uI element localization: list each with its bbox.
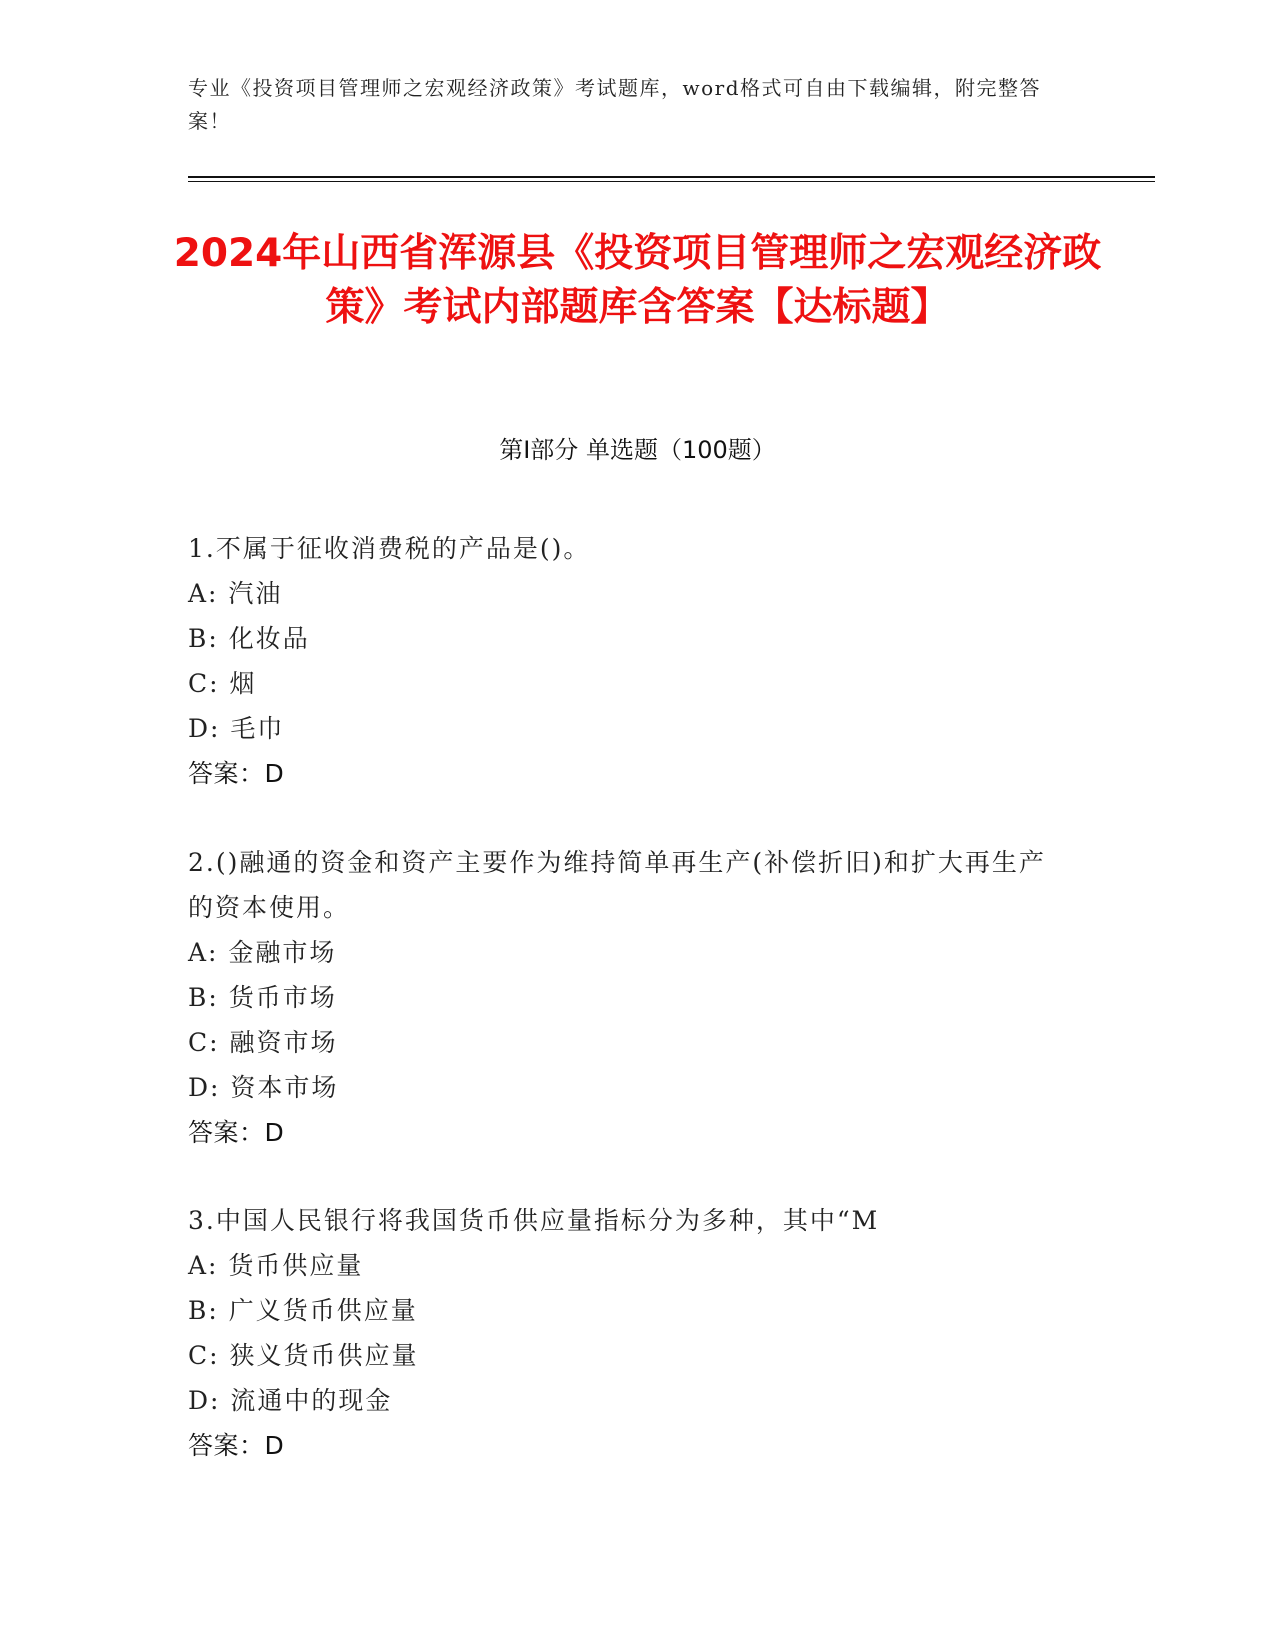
question-block (188, 1198, 1068, 1468)
option-d: D: 流通中的现金 (188, 1386, 393, 1415)
question-stem: 1.不属于征收消费税的产品是()。 (188, 534, 591, 563)
option-d: D: 资本市场 (188, 1073, 339, 1102)
option-c: C: 融资市场 (188, 1028, 338, 1057)
header-note: 专业《投资项目管理师之宏观经济政策》考试题库，word格式可自由下载编辑，附完整答案！ (188, 76, 1042, 133)
question-block (188, 526, 1068, 796)
question-stem: 2.()融通的资金和资产主要作为维持简单再生产(补偿折旧)和扩大再生产的资本使用。 (188, 848, 1046, 922)
header-divider-thin (188, 181, 1155, 182)
option-d: D: 毛巾 (188, 714, 285, 743)
section-title: 第I部分 单选题（100题） (499, 436, 776, 464)
option-b: B: 货币市场 (188, 983, 337, 1012)
document-title: 2024年山西省浑源县《投资项目管理师之宏观经济政策》考试内部题库含答案【达标题】 (173, 231, 1102, 330)
option-a: A: 金融市场 (188, 938, 337, 967)
answer: 答案：D (188, 759, 285, 788)
option-a: A: 货币供应量 (188, 1251, 364, 1280)
question-stem: 3.中国人民银行将我国货币供应量指标分为多种，其中“M (188, 1206, 880, 1235)
answer: 答案：D (188, 1118, 285, 1147)
option-b: B: 广义货币供应量 (188, 1296, 418, 1325)
option-c: C: 狭义货币供应量 (188, 1341, 419, 1370)
header-divider (188, 176, 1155, 178)
answer: 答案：D (188, 1431, 285, 1460)
option-c: C: 烟 (188, 669, 257, 698)
question-block (188, 840, 1068, 1155)
option-a: A: 汽油 (188, 579, 283, 608)
option-b: B: 化妆品 (188, 624, 310, 653)
